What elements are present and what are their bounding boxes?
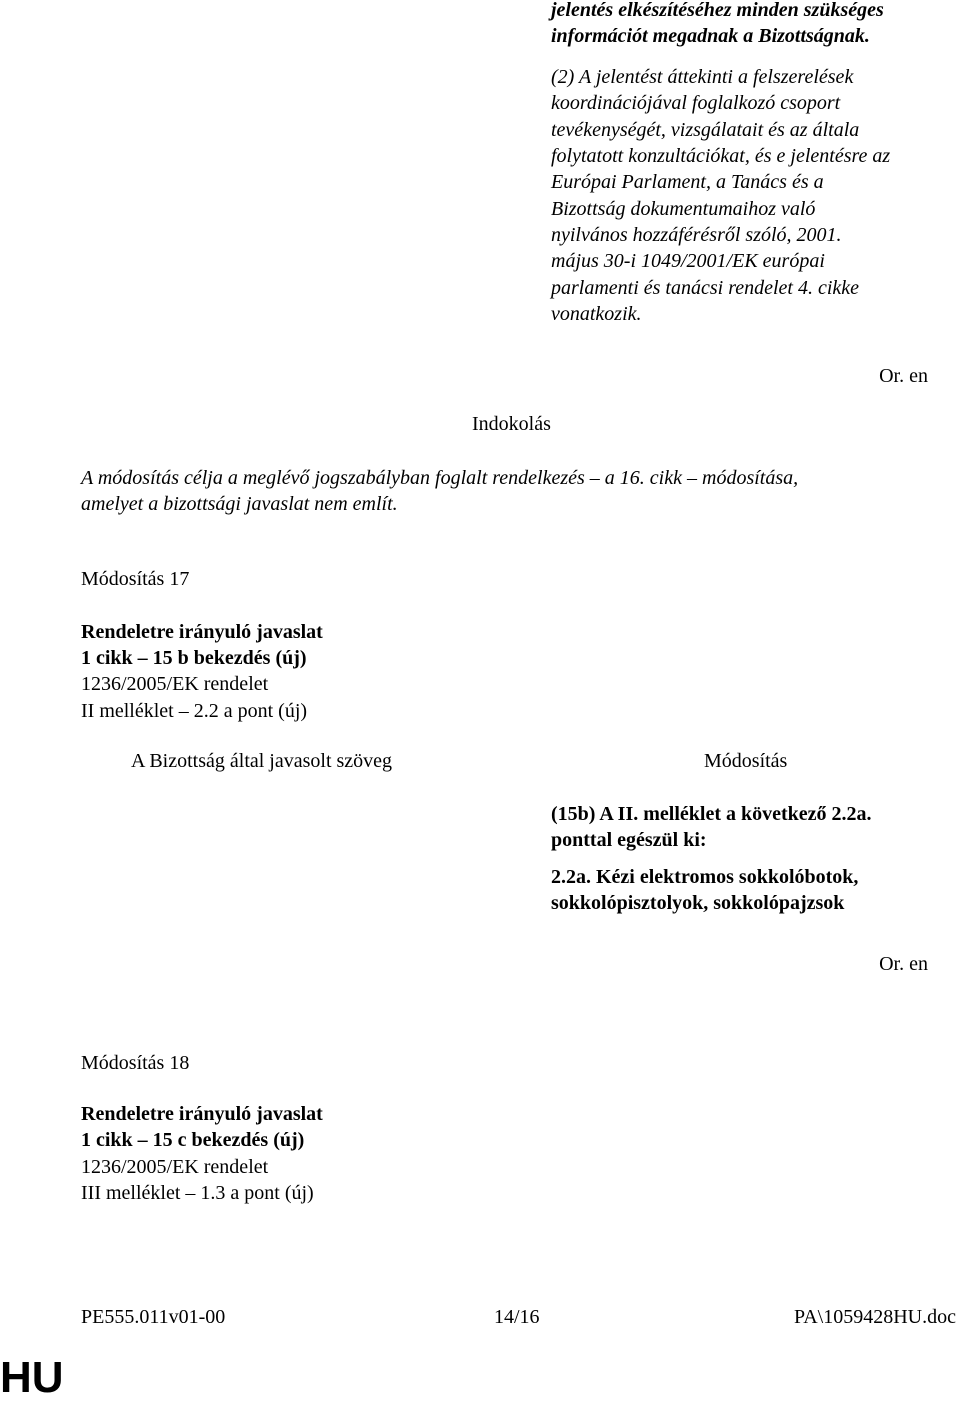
amendment-17-proposal: Rendeletre irányuló javaslat (81, 621, 323, 643)
paragraph-line: tevékenységét, vizsgálatait és az általa (551, 119, 860, 141)
amendment-text-line: sokkolópisztolyok, sokkolópajzsok (551, 892, 845, 914)
footer-language-code: HU (0, 1353, 64, 1402)
column-header-amendment: Módosítás (704, 750, 788, 772)
footer-page-number: 14/16 (494, 1306, 540, 1328)
amendment-text-line: ponttal egészül ki: (551, 829, 707, 851)
amendment-17-article: 1 cikk – 15 b bekezdés (új) (81, 647, 307, 669)
amendment-text-line: (15b) A II. melléklet a következő 2.2a. (551, 803, 872, 825)
paragraph-line: koordinációjával foglalkozó csoport (551, 92, 841, 114)
paragraph-line: nyilvános hozzáférésről szóló, 2001. (551, 224, 842, 246)
justification-heading: Indokolás (472, 413, 551, 435)
amendment-18-regulation: 1236/2005/EK rendelet (81, 1156, 269, 1178)
column-header-commission-text: A Bizottság által javasolt szöveg (131, 750, 393, 772)
amendment-17-regulation: 1236/2005/EK rendelet (81, 673, 269, 695)
amendment-text-line: 2.2a. Kézi elektromos sokkolóbotok, (551, 866, 859, 888)
footer-doc-reference: PE555.011v01-00 (81, 1306, 226, 1328)
paragraph-line: Európai Parlament, a Tanács és a (551, 171, 824, 193)
amendment-18-article: 1 cikk – 15 c bekezdés (új) (81, 1129, 305, 1151)
paragraph-line: Bizottság dokumentumaihoz való (551, 198, 816, 220)
paragraph-line: (2) A jelentést áttekinti a felszerelések (551, 66, 854, 88)
paragraph-line: folytatott konzultációkat, és e jelentésre az (551, 145, 891, 167)
justification-line: A módosítás célja a meglévő jogszabályban foglalt rendelkezés – a 16. cikk – módosítása, (81, 467, 799, 489)
amendment-17-title: Módosítás 17 (81, 568, 190, 590)
original-language-note: Or. en (879, 365, 928, 387)
continuation-line: jelentés elkészítéséhez minden szükséges (551, 0, 884, 21)
paragraph-line: május 30-i 1049/2001/EK európai (551, 250, 825, 272)
original-language-note: Or. en (879, 953, 928, 975)
paragraph-line: vonatkozik. (551, 303, 642, 325)
footer-file-name: PA\1059428HU.doc (793, 1306, 956, 1328)
amendment-18-title: Módosítás 18 (81, 1052, 190, 1074)
continuation-line: információt megadnak a Bizottságnak. (551, 25, 870, 47)
amendment-17-annex: II melléklet – 2.2 a pont (új) (81, 700, 308, 722)
amendment-18-proposal: Rendeletre irányuló javaslat (81, 1103, 323, 1125)
paragraph-line: parlamenti és tanácsi rendelet 4. cikke (551, 277, 860, 299)
justification-line: amelyet a bizottsági javaslat nem említ. (81, 493, 398, 515)
amendment-18-annex: III melléklet – 1.3 a pont (új) (81, 1182, 314, 1204)
